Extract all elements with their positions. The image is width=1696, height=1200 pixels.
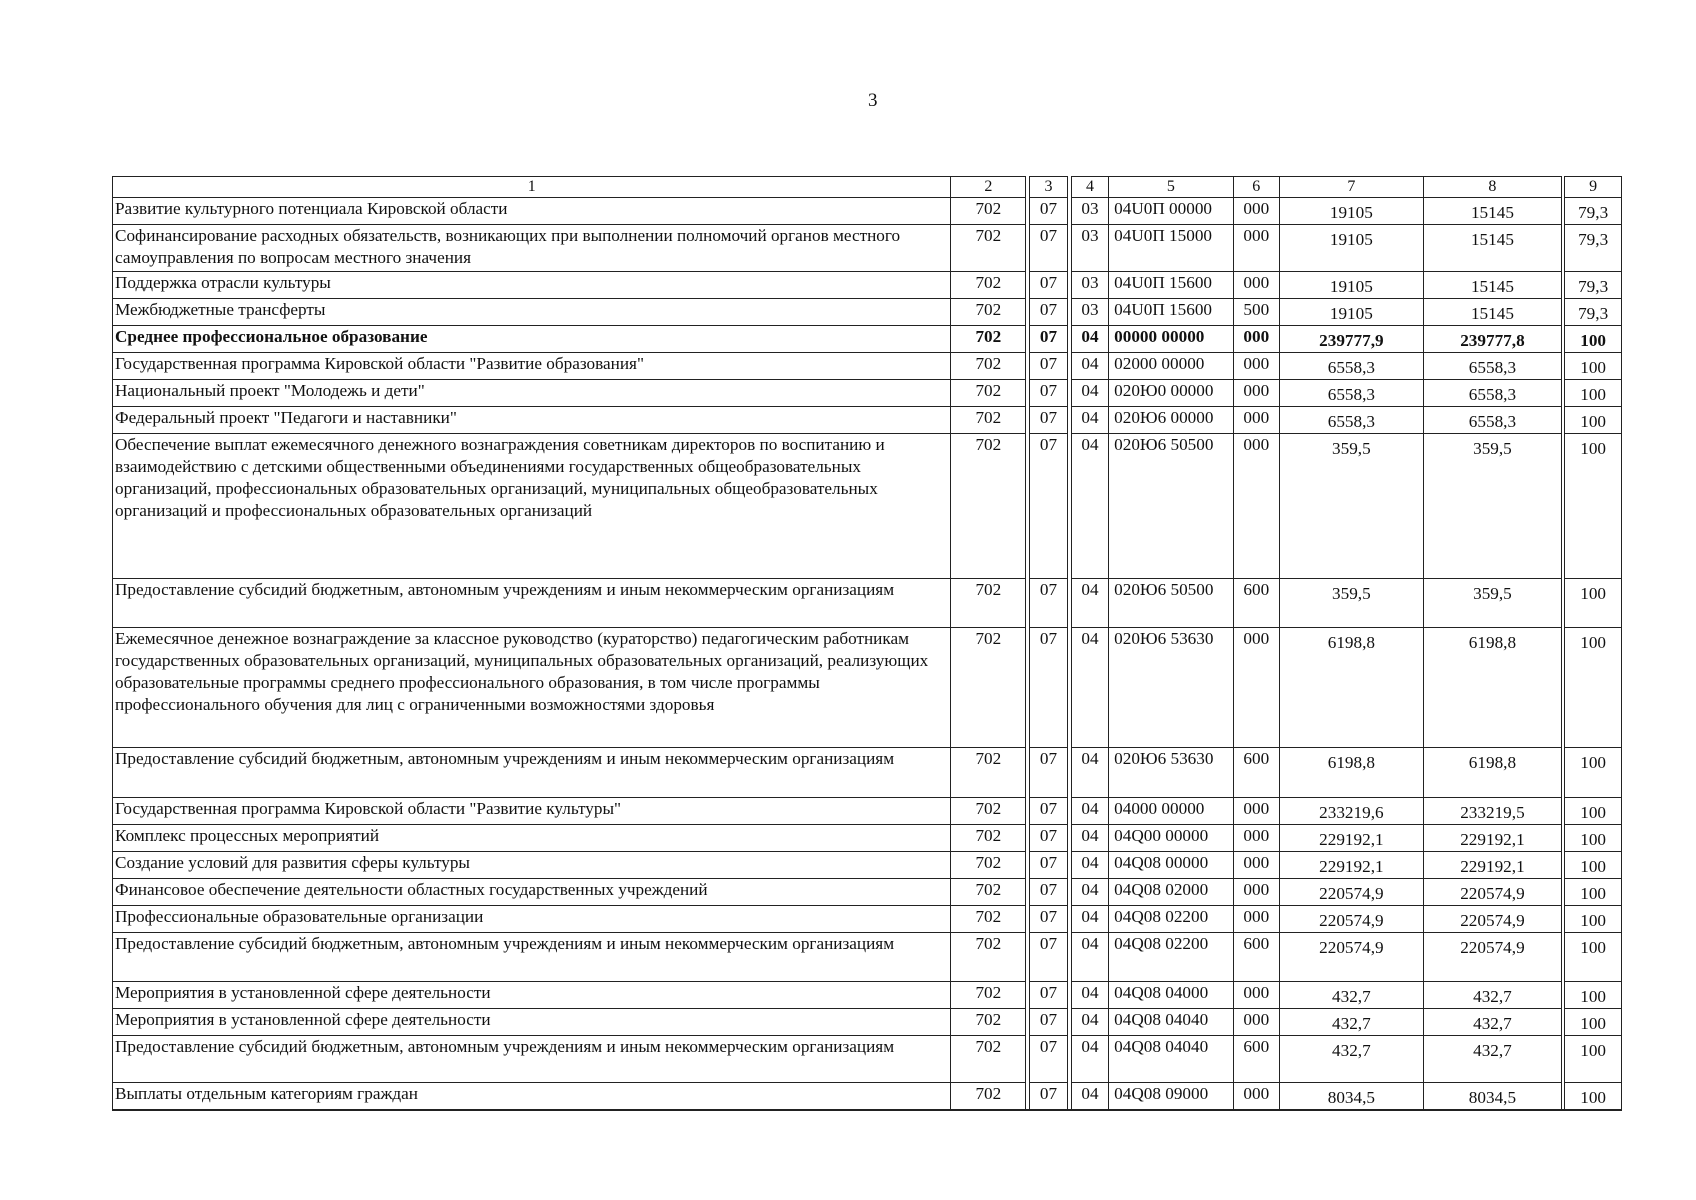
row-col2: 702 [950, 981, 1025, 1008]
row-col2: 702 [950, 352, 1025, 379]
row-col5: 04U0П 15000 [1108, 224, 1232, 271]
row-col5: 04Q00 00000 [1108, 824, 1232, 851]
row-col9: 100 [1564, 905, 1622, 932]
row-col4: 04 [1071, 747, 1108, 797]
row-col5: 02000 00000 [1108, 352, 1232, 379]
row-col2: 702 [950, 878, 1025, 905]
row-name: Предоставление субсидий бюджетным, автономным учреждениям и иным некоммерческим организациям [112, 578, 950, 627]
row-col7: 19105 [1279, 224, 1423, 271]
row-col3: 07 [1029, 1035, 1066, 1082]
row-col7: 229192,1 [1279, 824, 1423, 851]
row-col7: 19105 [1279, 197, 1423, 224]
row-col7: 220574,9 [1279, 932, 1423, 981]
row-col8: 359,5 [1423, 578, 1562, 627]
row-col3: 07 [1029, 905, 1066, 932]
row-col7: 432,7 [1279, 1008, 1423, 1035]
row-col6: 000 [1233, 824, 1280, 851]
row-col3: 07 [1029, 932, 1066, 981]
table-row [112, 352, 1622, 379]
row-col4: 04 [1071, 325, 1108, 352]
row-col4: 04 [1071, 878, 1108, 905]
row-col3: 07 [1029, 851, 1066, 878]
row-name: Создание условий для развития сферы культуры [112, 851, 950, 878]
row-col2: 702 [950, 433, 1025, 578]
row-col8: 432,7 [1423, 1035, 1562, 1082]
table-row [112, 433, 1622, 578]
table-row [112, 905, 1622, 932]
row-col5: 04Q08 04000 [1108, 981, 1232, 1008]
row-col6: 000 [1233, 271, 1280, 298]
row-col2: 702 [950, 627, 1025, 747]
row-col9: 100 [1564, 747, 1622, 797]
row-col6: 000 [1233, 352, 1280, 379]
row-col3: 07 [1029, 271, 1066, 298]
row-col8: 8034,5 [1423, 1082, 1562, 1111]
row-col7: 239777,9 [1279, 325, 1423, 352]
row-col6: 000 [1233, 406, 1280, 433]
row-col6: 000 [1233, 878, 1280, 905]
row-name: Выплаты отдельным категориям граждан [112, 1082, 950, 1111]
row-col2: 702 [950, 578, 1025, 627]
row-col6: 000 [1233, 627, 1280, 747]
row-col2: 702 [950, 932, 1025, 981]
row-col9: 100 [1564, 1082, 1622, 1111]
row-col9: 100 [1564, 406, 1622, 433]
row-col2: 702 [950, 824, 1025, 851]
row-col6: 000 [1233, 797, 1280, 824]
row-col6: 000 [1233, 325, 1280, 352]
row-col4: 03 [1071, 224, 1108, 271]
row-col4: 04 [1071, 981, 1108, 1008]
row-col5: 04Q08 02200 [1108, 905, 1232, 932]
header-cell: 4 [1071, 176, 1108, 197]
row-col8: 6558,3 [1423, 379, 1562, 406]
row-col3: 07 [1029, 433, 1066, 578]
row-col4: 04 [1071, 932, 1108, 981]
header-cell: 6 [1233, 176, 1280, 197]
row-col8: 6558,3 [1423, 352, 1562, 379]
row-col8: 15145 [1423, 197, 1562, 224]
row-col5: 04U0П 15600 [1108, 271, 1232, 298]
row-col3: 07 [1029, 1082, 1066, 1111]
row-col4: 04 [1071, 905, 1108, 932]
row-col9: 100 [1564, 433, 1622, 578]
table-row [112, 747, 1622, 797]
table-row [112, 379, 1622, 406]
row-col7: 233219,6 [1279, 797, 1423, 824]
header-cell: 2 [950, 176, 1025, 197]
row-col5: 04Q08 04040 [1108, 1035, 1232, 1082]
table-row [112, 797, 1622, 824]
row-col9: 100 [1564, 878, 1622, 905]
row-col3: 07 [1029, 298, 1066, 325]
row-col3: 07 [1029, 197, 1066, 224]
row-col7: 220574,9 [1279, 905, 1423, 932]
row-col7: 19105 [1279, 271, 1423, 298]
row-col6: 000 [1233, 379, 1280, 406]
row-col2: 702 [950, 905, 1025, 932]
row-col9: 79,3 [1564, 224, 1622, 271]
table-row [112, 1082, 1622, 1111]
row-col4: 03 [1071, 271, 1108, 298]
row-name: Федеральный проект "Педагоги и наставники" [112, 406, 950, 433]
row-col8: 432,7 [1423, 981, 1562, 1008]
row-col7: 6558,3 [1279, 379, 1423, 406]
row-name: Мероприятия в установленной сфере деятельности [112, 981, 950, 1008]
row-col7: 432,7 [1279, 1035, 1423, 1082]
row-col9: 79,3 [1564, 197, 1622, 224]
header-row [112, 176, 1622, 197]
table-row [112, 932, 1622, 981]
row-col2: 702 [950, 1008, 1025, 1035]
row-name: Предоставление субсидий бюджетным, автономным учреждениям и иным некоммерческим организациям [112, 747, 950, 797]
table-row [112, 271, 1622, 298]
row-col3: 07 [1029, 1008, 1066, 1035]
row-col9: 79,3 [1564, 298, 1622, 325]
row-col4: 04 [1071, 824, 1108, 851]
row-col9: 100 [1564, 352, 1622, 379]
row-col7: 220574,9 [1279, 878, 1423, 905]
row-col4: 03 [1071, 197, 1108, 224]
row-col8: 15145 [1423, 224, 1562, 271]
row-col8: 229192,1 [1423, 824, 1562, 851]
table-row [112, 627, 1622, 747]
row-col7: 6198,8 [1279, 627, 1423, 747]
row-col2: 702 [950, 797, 1025, 824]
row-col5: 020Ю6 53630 [1108, 747, 1232, 797]
row-col5: 020Ю6 50500 [1108, 433, 1232, 578]
page-number: 3 [868, 90, 878, 111]
table-row [112, 851, 1622, 878]
row-col5: 020Ю0 00000 [1108, 379, 1232, 406]
row-col9: 100 [1564, 824, 1622, 851]
table-row [112, 878, 1622, 905]
row-col7: 6558,3 [1279, 406, 1423, 433]
row-name: Обеспечение выплат ежемесячного денежного вознаграждения советникам директоров по воспитанию и взаимодействию с детскими общественными объединениями государственных общеобразовательных организаций, профессиональных образовательных организаций, муниципальных общеобразовательных организаций и профессиональных образовательных организаций [112, 433, 950, 578]
row-col8: 6558,3 [1423, 406, 1562, 433]
row-col6: 000 [1233, 851, 1280, 878]
row-name: Финансовое обеспечение деятельности областных государственных учреждений [112, 878, 950, 905]
row-col6: 000 [1233, 433, 1280, 578]
row-name: Межбюджетные трансферты [112, 298, 950, 325]
table-row [112, 406, 1622, 433]
row-col6: 000 [1233, 1008, 1280, 1035]
row-col3: 07 [1029, 325, 1066, 352]
budget-table [112, 176, 1622, 1111]
row-col9: 100 [1564, 851, 1622, 878]
row-col4: 04 [1071, 851, 1108, 878]
table-row [112, 578, 1622, 627]
row-col3: 07 [1029, 578, 1066, 627]
row-col4: 04 [1071, 433, 1108, 578]
row-col6: 000 [1233, 1082, 1280, 1111]
row-col5: 020Ю6 53630 [1108, 627, 1232, 747]
row-col5: 00000 00000 [1108, 325, 1232, 352]
row-col4: 03 [1071, 298, 1108, 325]
row-col6: 600 [1233, 578, 1280, 627]
row-col6: 000 [1233, 224, 1280, 271]
row-col6: 000 [1233, 197, 1280, 224]
row-col6: 000 [1233, 981, 1280, 1008]
row-col3: 07 [1029, 878, 1066, 905]
row-col2: 702 [950, 406, 1025, 433]
row-col8: 6198,8 [1423, 627, 1562, 747]
row-col9: 100 [1564, 325, 1622, 352]
row-col9: 79,3 [1564, 271, 1622, 298]
header-cell: 8 [1423, 176, 1562, 197]
table-row [112, 1035, 1622, 1082]
table-row [112, 325, 1622, 352]
table-row [112, 824, 1622, 851]
row-name: Ежемесячное денежное вознаграждение за классное руководство (кураторство) педагогическим работникам государственных образовательных организаций, муниципальных образовательных организаций, реализующих образовательные программы среднего профессионального образования, в том числе программы профессионального обучения для лиц с ограниченными возможностями здоровья [112, 627, 950, 747]
row-col2: 702 [950, 1082, 1025, 1111]
row-col8: 220574,9 [1423, 905, 1562, 932]
row-col4: 04 [1071, 1082, 1108, 1111]
row-col7: 6198,8 [1279, 747, 1423, 797]
row-name: Предоставление субсидий бюджетным, автономным учреждениям и иным некоммерческим организациям [112, 1035, 950, 1082]
row-col6: 600 [1233, 747, 1280, 797]
row-col2: 702 [950, 1035, 1025, 1082]
row-col4: 04 [1071, 379, 1108, 406]
row-col3: 07 [1029, 824, 1066, 851]
row-col2: 702 [950, 747, 1025, 797]
row-col5: 04Q08 09000 [1108, 1082, 1232, 1111]
row-col3: 07 [1029, 352, 1066, 379]
row-name: Поддержка отрасли культуры [112, 271, 950, 298]
row-col7: 8034,5 [1279, 1082, 1423, 1111]
row-col2: 702 [950, 298, 1025, 325]
row-col3: 07 [1029, 981, 1066, 1008]
table-row [112, 197, 1622, 224]
row-col5: 04000 00000 [1108, 797, 1232, 824]
row-col8: 359,5 [1423, 433, 1562, 578]
row-col7: 19105 [1279, 298, 1423, 325]
row-name: Развитие культурного потенциала Кировской области [112, 197, 950, 224]
row-col9: 100 [1564, 627, 1622, 747]
row-col9: 100 [1564, 379, 1622, 406]
row-col8: 15145 [1423, 298, 1562, 325]
row-col4: 04 [1071, 406, 1108, 433]
header-cell: 5 [1108, 176, 1232, 197]
header-cell: 1 [112, 176, 950, 197]
row-col2: 702 [950, 379, 1025, 406]
row-col7: 432,7 [1279, 981, 1423, 1008]
row-col4: 04 [1071, 578, 1108, 627]
row-col8: 229192,1 [1423, 851, 1562, 878]
row-name: Государственная программа Кировской области "Развитие культуры" [112, 797, 950, 824]
row-col6: 600 [1233, 932, 1280, 981]
row-col4: 04 [1071, 1008, 1108, 1035]
table-body [112, 176, 1622, 1111]
row-col3: 07 [1029, 797, 1066, 824]
row-col9: 100 [1564, 578, 1622, 627]
row-col3: 07 [1029, 379, 1066, 406]
row-col6: 600 [1233, 1035, 1280, 1082]
row-col7: 359,5 [1279, 578, 1423, 627]
row-col9: 100 [1564, 1035, 1622, 1082]
row-col9: 100 [1564, 932, 1622, 981]
row-name: Мероприятия в установленной сфере деятельности [112, 1008, 950, 1035]
row-col2: 702 [950, 197, 1025, 224]
row-col5: 020Ю6 00000 [1108, 406, 1232, 433]
table-row [112, 1008, 1622, 1035]
row-col8: 6198,8 [1423, 747, 1562, 797]
table-row [112, 224, 1622, 271]
row-name: Национальный проект "Молодежь и дети" [112, 379, 950, 406]
row-col8: 239777,8 [1423, 325, 1562, 352]
row-col2: 702 [950, 224, 1025, 271]
row-name: Профессиональные образовательные организации [112, 905, 950, 932]
header-cell: 7 [1279, 176, 1423, 197]
row-name: Комплекс процессных мероприятий [112, 824, 950, 851]
row-col9: 100 [1564, 981, 1622, 1008]
row-col3: 07 [1029, 747, 1066, 797]
row-col9: 100 [1564, 797, 1622, 824]
row-col6: 500 [1233, 298, 1280, 325]
row-name: Государственная программа Кировской области "Развитие образования" [112, 352, 950, 379]
row-col5: 04U0П 15600 [1108, 298, 1232, 325]
row-col7: 6558,3 [1279, 352, 1423, 379]
row-col5: 04Q08 00000 [1108, 851, 1232, 878]
row-col2: 702 [950, 271, 1025, 298]
row-col7: 359,5 [1279, 433, 1423, 578]
table-row [112, 298, 1622, 325]
row-col2: 702 [950, 325, 1025, 352]
row-col5: 04Q08 04040 [1108, 1008, 1232, 1035]
row-col5: 04U0П 00000 [1108, 197, 1232, 224]
row-name: Среднее профессиональное образование [112, 325, 950, 352]
row-col9: 100 [1564, 1008, 1622, 1035]
row-col5: 04Q08 02000 [1108, 878, 1232, 905]
row-col4: 04 [1071, 797, 1108, 824]
row-col2: 702 [950, 851, 1025, 878]
table-row [112, 981, 1622, 1008]
row-col8: 15145 [1423, 271, 1562, 298]
row-col4: 04 [1071, 1035, 1108, 1082]
header-cell: 3 [1029, 176, 1066, 197]
row-col5: 020Ю6 50500 [1108, 578, 1232, 627]
row-col4: 04 [1071, 352, 1108, 379]
row-col5: 04Q08 02200 [1108, 932, 1232, 981]
row-col8: 220574,9 [1423, 932, 1562, 981]
row-col3: 07 [1029, 406, 1066, 433]
row-col3: 07 [1029, 224, 1066, 271]
row-col8: 233219,5 [1423, 797, 1562, 824]
row-name: Софинансирование расходных обязательств, возникающих при выполнении полномочий органов местного самоуправления по вопросам местного значения [112, 224, 950, 271]
row-col8: 220574,9 [1423, 878, 1562, 905]
row-col4: 04 [1071, 627, 1108, 747]
row-col7: 229192,1 [1279, 851, 1423, 878]
row-col8: 432,7 [1423, 1008, 1562, 1035]
row-col6: 000 [1233, 905, 1280, 932]
header-cell: 9 [1564, 176, 1622, 197]
row-name: Предоставление субсидий бюджетным, автономным учреждениям и иным некоммерческим организациям [112, 932, 950, 981]
row-col3: 07 [1029, 627, 1066, 747]
